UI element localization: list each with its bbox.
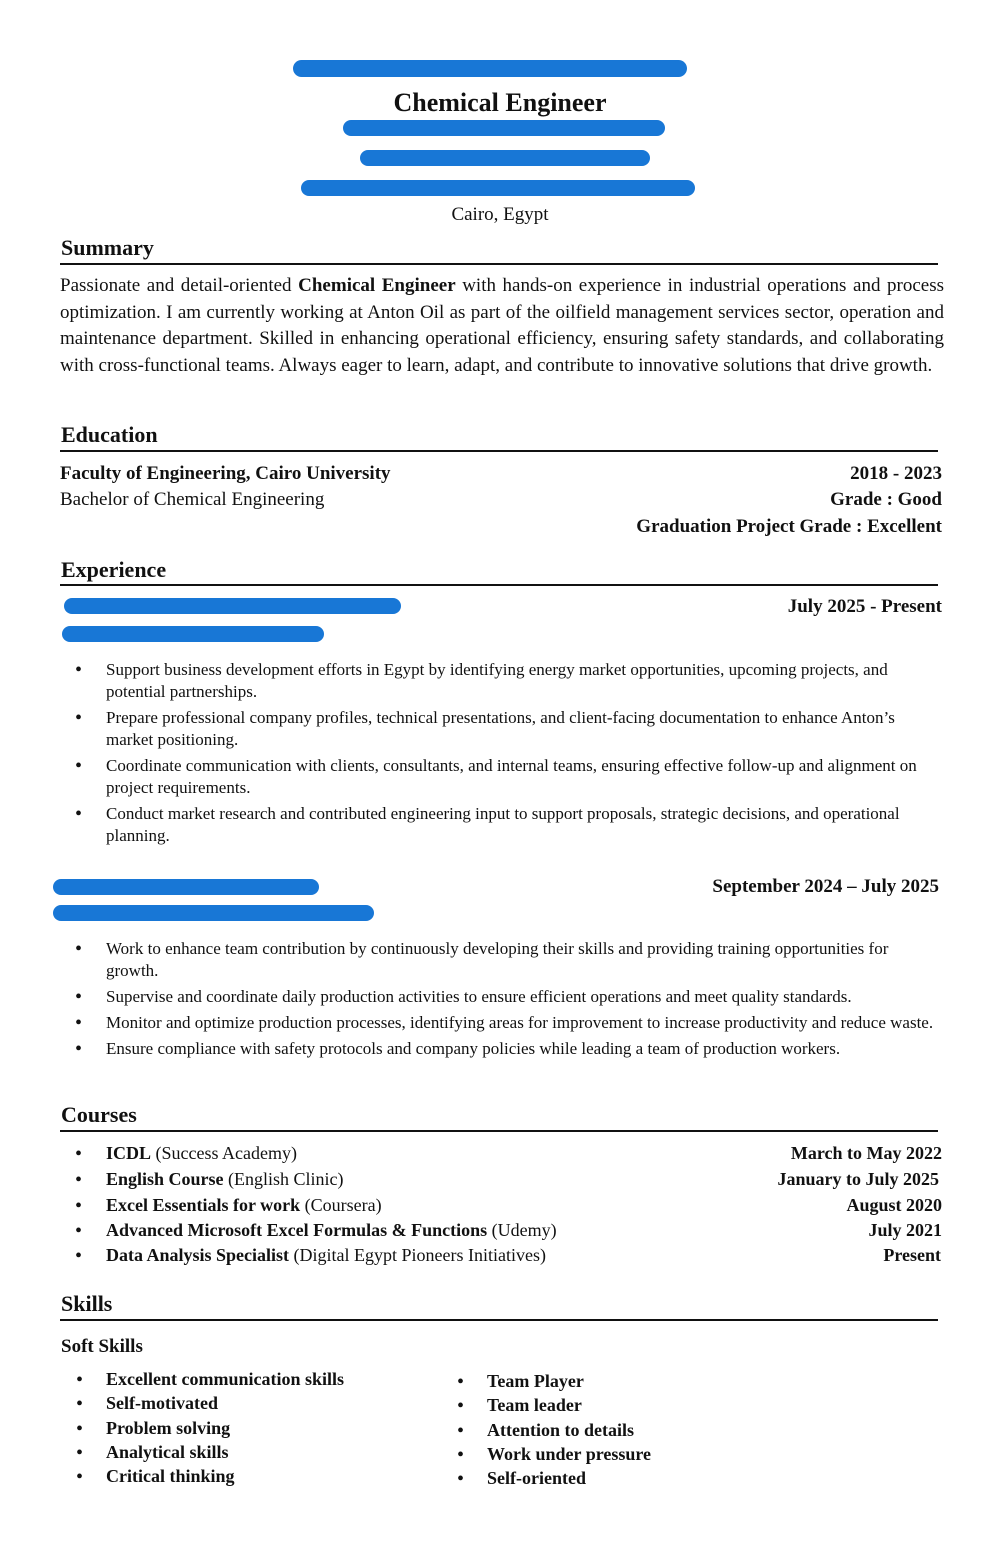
course-name: Advanced Microsoft Excel Formulas & Functions (Udemy) [106, 1220, 557, 1240]
experience-heading: Experience [61, 557, 167, 582]
bullet-icon: • [75, 1195, 83, 1217]
course-name: ICDL (Success Academy) [106, 1143, 297, 1163]
course-row [60, 1169, 942, 1195]
course-date: August 2020 [846, 1195, 942, 1215]
redacted-linkedin [301, 180, 695, 196]
course-name: Excel Essentials for work (Coursera) [106, 1195, 382, 1215]
redacted-name [293, 60, 687, 77]
skills-divider [60, 1319, 938, 1321]
bullet-icon: • [75, 1245, 83, 1267]
summary-divider [60, 263, 938, 265]
bullet-icon: • [75, 1143, 83, 1165]
job2-dates: September 2024 – July 2025 [712, 876, 939, 897]
education-heading: Education [61, 422, 158, 447]
soft-skills-heading: Soft Skills [61, 1336, 143, 1357]
list-item: • Work to enhance team contribution by continuously developing their skills and providing training opportunities for growth. [60, 938, 940, 982]
course-row [60, 1220, 942, 1246]
redacted-job2-title [53, 879, 319, 895]
job1-dates: July 2025 - Present [787, 596, 942, 617]
course-date: Present [883, 1245, 941, 1265]
skill-item: • Problem solving [76, 1418, 231, 1440]
job-title: Chemical Engineer [393, 88, 607, 117]
skills-heading: Skills [61, 1291, 113, 1316]
redacted-phone [343, 120, 665, 136]
summary-text: Passionate and detail-oriented Chemical Engineer with hands-on experience in industrial operations and process optimization. I am currently working at Anton Oil as part of the oilfield management services sector, operation and maintenance department. Skilled in enhancing operational efficiency, ensuring safety standards, and collaborating with cross-functional teams. Always eager to learn, adapt, and contribute to innovative solutions that drive growth. [60, 275, 944, 376]
course-date: March to May 2022 [790, 1143, 942, 1163]
skill-item: • Attention to details [457, 1420, 634, 1442]
course-date: July 2021 [868, 1220, 942, 1240]
redacted-email [360, 150, 650, 166]
list-item: • Coordinate communication with clients, consultants, and internal teams, ensuring effective follow-up and alignment on project requirements. [60, 755, 940, 799]
course-date: January to July 2025 [777, 1169, 939, 1189]
list-item: • Ensure compliance with safety protocols and company policies while leading a team of production workers. [60, 1038, 940, 1060]
list-item: • Prepare professional company profiles, technical presentations, and client-facing documentation to enhance Anton’s market positioning. [60, 707, 940, 751]
bullet-icon: • [457, 1444, 465, 1466]
skill-item: • Excellent communication skills [76, 1369, 344, 1391]
redacted-job1-title [64, 598, 401, 614]
courses-heading: Courses [61, 1102, 137, 1127]
skill-item: • Self-motivated [76, 1393, 218, 1415]
list-item: • Monitor and optimize production processes, identifying areas for improvement to increase productivity and reduce waste. [60, 1012, 940, 1034]
bullet-icon: • [76, 1418, 84, 1440]
list-item: • Support business development efforts in Egypt by identifying energy market opportunities, upcoming projects, and potential partnerships. [60, 659, 940, 703]
redacted-job2-company [53, 905, 374, 921]
courses-divider [60, 1130, 938, 1132]
education-row-school [60, 463, 942, 485]
bullet-icon: • [76, 1393, 84, 1415]
skill-item: • Self-oriented [457, 1468, 586, 1490]
summary-heading: Summary [61, 235, 154, 260]
course-row [60, 1143, 942, 1169]
bullet-icon: • [457, 1371, 465, 1393]
bullet-icon: • [76, 1466, 84, 1488]
bullet-icon: • [457, 1420, 465, 1442]
bullet-icon: • [75, 1220, 83, 1242]
bullet-icon: • [457, 1468, 465, 1490]
education-divider [60, 450, 938, 452]
course-row [60, 1195, 942, 1221]
bullet-icon: • [76, 1442, 84, 1464]
degree: Bachelor of Chemical Engineering [60, 489, 325, 510]
course-row [60, 1245, 942, 1271]
experience-divider [60, 584, 938, 586]
bullet-icon: • [75, 1169, 83, 1191]
course-name: Data Analysis Specialist (Digital Egypt Pioneers Initiatives) [106, 1245, 546, 1265]
redacted-job1-company [62, 626, 324, 642]
list-item: • Conduct market research and contributed engineering input to support proposals, strategic decisions, and operational planning. [60, 803, 940, 847]
skill-item: • Critical thinking [76, 1466, 235, 1488]
skill-item: • Work under pressure [457, 1444, 652, 1466]
bullet-icon: • [76, 1369, 84, 1391]
location: Cairo, Egypt [451, 204, 549, 225]
education-row-degree [60, 489, 942, 511]
bullet-icon: • [457, 1395, 465, 1417]
school-name: Faculty of Engineering, Cairo University [60, 463, 391, 484]
skill-item: • Analytical skills [76, 1442, 229, 1464]
education-grade: Grade : Good [830, 489, 942, 510]
skill-item: • Team leader [457, 1395, 582, 1417]
job2-bullets [60, 938, 940, 1060]
list-item: • Supervise and coordinate daily production activities to ensure efficient operations and meet quality standards. [60, 986, 940, 1008]
project-grade: Graduation Project Grade : Excellent [636, 516, 942, 537]
skill-item: • Team Player [457, 1371, 584, 1393]
course-name: English Course (English Clinic) [106, 1169, 344, 1189]
job1-bullets [60, 659, 940, 847]
education-years: 2018 - 2023 [850, 463, 942, 484]
